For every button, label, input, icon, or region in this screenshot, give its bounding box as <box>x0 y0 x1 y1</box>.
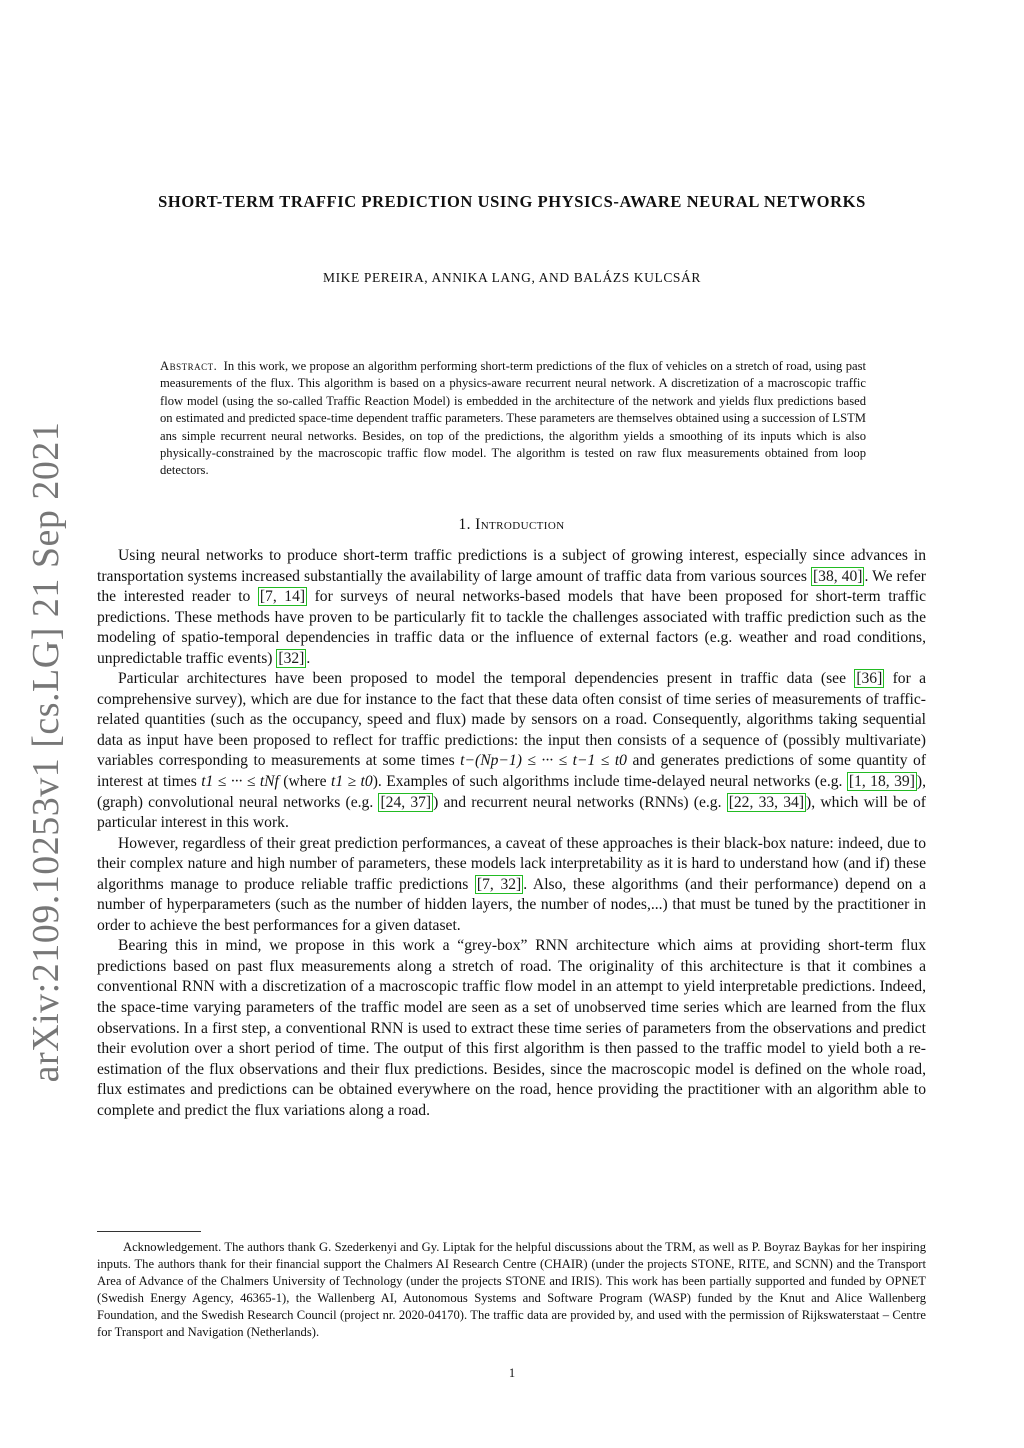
math-inline: t1 ≥ t0 <box>331 773 373 791</box>
citation-link[interactable]: [7, 14] <box>259 588 306 606</box>
math-inline: t−(Np−1) ≤ ··· ≤ t−1 ≤ t0 <box>460 752 627 770</box>
text-run: Using neural networks to produce short-term traffic predictions is a subject of growing interest, especially since advances in transportation systems increased substantially the availability of large amount of traffic data from various sources <box>97 547 926 585</box>
text-run: for surveys of neural networks-based models that have been proposed for short-term traffic predictions. These methods have proven to be particularly fit to tackle the challenges associated with traffic prediction such as the modeling of spatio-temporal dependencies in traffic data or the influence of external factors (e.g. weather and road conditions, unpredictable traffic events) <box>97 588 927 667</box>
paragraph-4: Bearing this in mind, we propose in this work a “grey-box” RNN architecture which aims at providing short-term flux predictions based on past flux measurements along a stretch of road. The originality of this architecture is that it combines a conventional RNN with a discretization of a macroscopic traffic flow model in an attempt to yield interpretable predictions. Indeed, the space-time varying parameters of the traffic model are seen as a set of unobserved time series which are learned from the flux observations. In a first step, a conventional RNN is used to extract these time series of parameters from the observations and predict their evolution over a short period of time. The output of this first algorithm is then passed to the traffic model to yield both a re-estimation of the flux observations and their flux predictions. Besides, since the macroscopic model is defined on the whole road, flux estimates and predictions can be obtained everywhere on the road, hence providing the practitioner with an algorithm able to complete and predict the flux variations along a road. <box>97 937 926 1119</box>
text-run: . We refer the interested reader to <box>97 567 926 606</box>
citation-link[interactable]: [22, 33, 34] <box>728 793 805 811</box>
text-run: . <box>306 649 311 667</box>
acknowledgement-text: Acknowledgement. The authors thank G. Szederkenyi and Gy. Liptak for the helpful discussions about the TRM, as well as P. Boyraz Baykas for her inspiring inputs. The authors thank for their financial support the Chalmers AI Research Centre (CHAIR) (under the projects STONE, RITE, and SCNN) and the Transport Area of Advance of the Chalmers University of Technology (under the projects STONE and IRIS). This work has been partially supported and funded by OPNET (Swedish Energy Agency, 46365-1), the Wallenberg AI, Autonomous Systems and Software Program (WASP) funded by the Knut and Alice Wallenberg Foundation, and the Swedish Research Council (project nr. 2020-04170). The traffic data are provided by, and used with the permission of Rijkswaterstaat – Centre for Transport and Navigation (Netherlands). <box>97 1240 926 1339</box>
math-inline: t1 ≤ ··· ≤ tNf <box>201 773 279 791</box>
text-run: Particular architectures have been proposed to model the temporal dependencies present in traffic data (see <box>118 670 855 688</box>
footnote <box>97 1239 926 1340</box>
citation-link[interactable]: [32] <box>278 649 305 667</box>
citation-link[interactable]: [1, 18, 39] <box>848 773 915 791</box>
paper-authors: MIKE PEREIRA, ANNIKA LANG, AND BALÁZS KULCSÁR <box>322 270 701 285</box>
arxiv-stamp <box>24 421 68 1083</box>
text-run: and generates predictions of some quantity of interest at times <box>97 752 927 791</box>
page-number: 1 <box>508 1366 516 1380</box>
abstract-text: In this work, we propose an algorithm performing short-term predictions of the flux of vehicles on a stretch of road, using past measurements of the flux. This algorithm is based on a physics-aware recurrent neural network. A discretization of a macroscopic traffic flow model (using the so-called Traffic Reaction Model) is embedded in the architecture of the network and yields flux predictions based on estimated and predicted space-time dependent traffic parameters. These parameters are themselves obtained using a succession of LSTM ans simple recurrent neural networks. Besides, on top of the predictions, the algorithm yields a smoothing of its inputs which is also physically-constrained by the macroscopic traffic flow model. The algorithm is tested on raw flux measurements obtained from loop detectors. <box>160 359 867 478</box>
abstract <box>160 358 866 480</box>
text-run: ) and recurrent neural networks (RNNs) (e.g. <box>433 793 727 811</box>
text-run: ), (graph) convolutional neural networks (e.g. <box>97 773 926 811</box>
citation-link[interactable]: [24, 37] <box>380 793 432 811</box>
citation-link[interactable]: [36] <box>856 670 883 688</box>
abstract-label: Abstract. <box>160 359 218 373</box>
paragraph-2 <box>97 669 926 833</box>
paragraph-3 <box>97 834 926 937</box>
text-run: for a comprehensive survey), which are due for instance to the fact that these data often consist of time series of measurements of traffic-related quantities (such as the occupancy, speed and flux) made by sensors on a road. Consequently, algorithms taking sequential data as input have been proposed to reflect for traffic predictions: the input then consists of a sequence of (possibly multivariate) variables corresponding to measurements at some times <box>97 670 926 770</box>
section-heading <box>97 516 926 534</box>
text-run: However, regardless of their great prediction performances, a caveat of these approaches is their black-box nature: indeed, due to their complex nature and high number of parameters, these models lack interpretability as it is hard to understand how (and if) these algorithms manage to produce reliable traffic predictions <box>97 834 926 893</box>
arxiv-stamp-text: arXiv:2109.10253v1 [cs.LG] 21 Sep 2021 <box>25 421 67 1083</box>
citation-link[interactable]: [7, 32] <box>476 875 522 893</box>
footnote-rule <box>97 1231 201 1232</box>
citation-link[interactable]: [38, 40] <box>812 567 863 585</box>
body-text <box>97 546 926 1121</box>
paragraph-1 <box>97 546 926 669</box>
text-run: ), which will be of particular interest in this work. <box>97 793 926 832</box>
text-run: (where <box>278 773 332 791</box>
text-run: . Also, these algorithms (and their performance) depend on a number of hyperparameters (such as the number of hidden layers, the number of nodes,...) that must be tuned by the practitioner in order to achieve the best performances for a given dataset. <box>97 875 927 934</box>
text-run: ). Examples of such algorithms include time-delayed neural networks (e.g. <box>372 773 847 791</box>
paper-title: SHORT-TERM TRAFFIC PREDICTION USING PHYSICS-AWARE NEURAL NETWORKS <box>158 192 866 211</box>
section-number: 1. <box>458 516 471 533</box>
section-title: Introduction <box>475 516 565 533</box>
